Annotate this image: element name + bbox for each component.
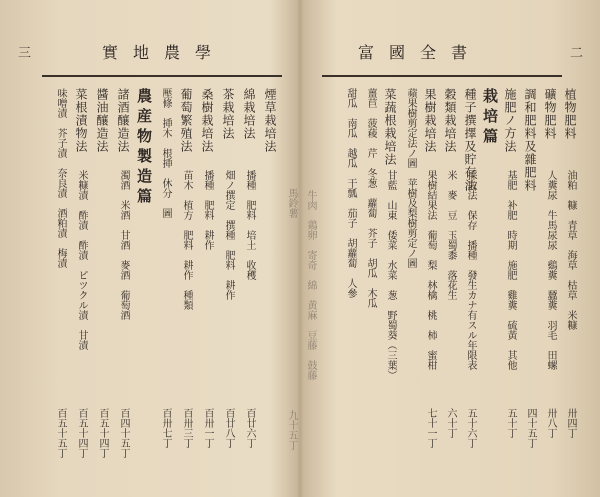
toc-entry (136, 88, 152, 208)
toc-entry: 植物肥料 油粕 糠 青草 海草 枯草 米糠 卅四丁 (563, 88, 577, 438)
right-header-rule (322, 75, 562, 77)
toc-entry-detail: 濁酒 米酒 甘酒 麥酒 葡萄酒 (118, 170, 129, 320)
toc-entry-detail: 果樹結果法 葡萄 梨 林檎 桃 柿 蜜柑 (425, 170, 436, 370)
toc-entry-title: 醬油釀造法 (95, 88, 109, 153)
toc-section-heading: 農産物製造篇 (135, 88, 153, 208)
toc-entry: 醬油釀造法 百五十四丁 (95, 88, 109, 458)
toc-entry: 施肥ノ方法 基肥 补肥 時期 施肥 雞糞 硫黃 其他 五十丁 (503, 88, 517, 438)
right-running-title: 富國全書 (358, 43, 483, 62)
toc-entry-title: 植物肥料 (563, 88, 577, 140)
toc-entry-detail: 甘藍 山東 倭菜 水菜 葱 野蜀葵（三葉） (385, 170, 396, 380)
toc-entry-detail: 播種 肥料 培土 收穫 (244, 170, 255, 280)
toc-entry-detail: 採取法 保存 播種 發生カナ有スル年限表 (465, 170, 476, 370)
left-page: 三 實地農學 煙草栽培法 綿栽培法 播種 肥料 培土 收穫 百廿六丁 茶栽培法 畑ノ撰定 撰種 肥料 耕作 百廿八丁 桑樹栽培法 播種 肥料 耕作 百卅一丁 葡萄繁殖法 苗木 植方 肥料 耕作 種類 百卅三丁 壓條 挿木 根挿 休分 圖 百卅七丁 農産物製造篇 諸酒釀造法 濁酒 米酒 甘酒 麥酒 葡萄酒 百四十五丁 醬油釀造法 百五十四丁 菜根漬物法 米糠漬 酢漬 酢漬 ピツクル漬 甘漬 百五十四丁 味噌漬 芥子漬 奈良漬 酒粕漬 梅漬 百五十五丁 (0, 0, 300, 497)
bleed-text-column (302, 190, 318, 380)
toc-entry: 果樹栽培法 果樹結果法 葡萄 梨 林檎 桃 柿 蜜柑 七十一丁 (423, 88, 437, 448)
toc-entry-title: 桑樹栽培法 (200, 88, 214, 153)
bleed-heading-column (283, 188, 299, 218)
toc-entry-title: 礦物肥料 (543, 88, 557, 140)
bleed-detail: 牛肉 鶏卵 寄奇 綿 黄麻 豆藤 鼓藤 (305, 190, 316, 380)
toc-entry-title: 煙草栽培法 (263, 88, 277, 153)
toc-entry-detail: 基肥 补肥 時期 施肥 雞糞 硫黃 其他 (505, 170, 516, 370)
toc-entry: 茶栽培法 畑ノ撰定 撰種 肥料 耕作 百廿八丁 (221, 88, 235, 448)
toc-entry: 種子撰擇及貯存法 採取法 保存 播種 發生カナ有スル年限表 五十六丁 (463, 88, 477, 448)
toc-entry-title: 穀類栽培法 (443, 88, 457, 153)
toc-entry-detail: 播種 肥料 耕作 (202, 170, 213, 250)
toc-entry: 桑樹栽培法 播種 肥料 耕作 百卅一丁 (200, 88, 214, 448)
toc-entry (262, 88, 278, 153)
toc-entry: 諸酒釀造法 濁酒 米酒 甘酒 麥酒 葡萄酒 百四十五丁 (116, 88, 130, 458)
toc-entry-title: 果樹栽培法 (423, 88, 437, 153)
right-page (300, 0, 600, 497)
bleed-page: 九十五丁 (286, 410, 297, 450)
toc-entry: 葡萄繁殖法 苗木 植方 肥料 耕作 種類 百卅三丁 (179, 88, 193, 448)
toc-entry-detail: 壓條 挿木 根挿 休分 圖 (160, 88, 171, 218)
toc-entry-title: 茶栽培法 (221, 88, 235, 140)
left-page-number: 三 (18, 46, 32, 61)
toc-entry: 礦物肥料 人糞尿 牛馬尿尿 鷄糞 蠶糞 羽毛 田螺 卅八丁 (543, 88, 557, 438)
bleed-page-column (283, 410, 299, 450)
toc-entry-detail: 人糞尿 牛馬尿尿 鷄糞 蠶糞 羽毛 田螺 (545, 170, 556, 370)
toc-entry-title: 調和肥料及雜肥料 (523, 88, 537, 192)
toc-entry: 綿栽培法 播種 肥料 培土 收穫 百廿六丁 (242, 88, 256, 448)
bleed-heading: 馬鈴薯 (286, 188, 297, 218)
toc-entry: 穀類栽培法 米 麥 豆 玉蜀黍 落花生 六十丁 (443, 88, 457, 438)
toc-entry-detail: 米 麥 豆 玉蜀黍 落花生 (445, 170, 456, 300)
toc-entry-detail: 油粕 糠 青草 海草 枯草 米糠 (565, 170, 576, 330)
toc-entry: 調和肥料及雜肥料 四十五丁 (523, 88, 537, 448)
right-page-number: 二 (570, 46, 584, 61)
toc-entry-detail: 味噌漬 芥子漬 奈良漬 酒粕漬 梅漬 (55, 88, 66, 268)
toc-entry-title: 諸酒釀造法 (116, 88, 130, 153)
toc-entry (482, 88, 498, 148)
toc-entry-detail: 畑ノ撰定 撰種 肥料 耕作 (223, 170, 234, 300)
toc-entry (382, 88, 398, 380)
toc-entry-title: 施肥ノ方法 (503, 88, 517, 153)
toc-entry-title: 菜根漬物法 (74, 88, 88, 153)
toc-entry: 菜根漬物法 米糠漬 酢漬 酢漬 ピツクル漬 甘漬 百五十四丁 (74, 88, 88, 458)
left-running-title: 實地農學 (102, 43, 227, 62)
toc-entry-title: 綿栽培法 (242, 88, 256, 140)
toc-entry-detail: 薑苣 菠薐 芹 冬葱 蘿蔔 芥子 胡瓜 木瓜 (365, 88, 376, 308)
toc-entry-title: 葡萄繁殖法 (179, 88, 193, 153)
toc-entry-detail: 米糠漬 酢漬 酢漬 ピツクル漬 甘漬 (76, 170, 87, 350)
toc-section-heading: 栽培篇 (481, 88, 499, 148)
left-header-rule (42, 75, 282, 77)
toc-entry-title: 種子撰擇及貯存法 (463, 88, 477, 192)
toc-entry-detail: 甜瓜 南瓜 越瓜 干瓢 茄子 胡蘿蔔 人參 (345, 88, 356, 298)
toc-entry-title: 菜蔬根栽培法 (383, 88, 397, 166)
toc-entry-detail: 蘋果樹剪定法ノ圖 苹樹及梨樹剪定ノ圖 (405, 88, 416, 268)
toc-entry-detail: 苗木 植方 肥料 耕作 種類 (181, 170, 192, 310)
